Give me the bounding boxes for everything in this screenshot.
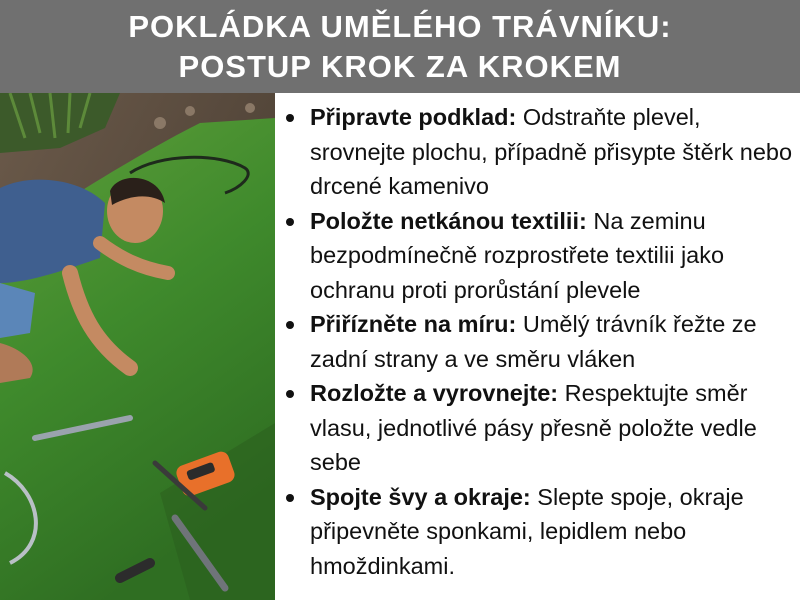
page-title-line-2: POSTUP KROK ZA KROKEM xyxy=(178,48,622,84)
bullet-icon xyxy=(286,218,294,226)
step-text: Respektujte směr vlasu, jednotlivé pásy přesně položte vedle sebe xyxy=(310,380,757,475)
step-text: Odstraňte plevel, srovnejte plochu, případně přisypte štěrk nebo drcené kamenivo xyxy=(310,104,793,199)
step-text: Na zeminu bezpodmínečně rozprostřete textilii jako ochranu proti prorůstání plevele xyxy=(310,207,725,303)
step-title: Přiřízněte na míru: xyxy=(310,311,517,337)
bullet-icon xyxy=(286,494,294,502)
list-item xyxy=(283,376,795,480)
person-laying-artificial-grass-image xyxy=(0,93,275,600)
list-item xyxy=(283,307,795,376)
step-title: Položte netkánou textilii: xyxy=(310,207,587,234)
bullet-icon xyxy=(286,390,294,398)
bullet-icon xyxy=(286,114,294,122)
title-banner xyxy=(0,0,800,93)
list-item xyxy=(283,480,795,584)
list-item xyxy=(283,204,795,308)
bullet-icon xyxy=(286,321,294,329)
installation-steps-list xyxy=(283,100,795,583)
page-title-line-1: POKLÁDKA UMĚLÉHO TRÁVNÍKU: xyxy=(128,8,672,44)
step-title: Rozložte a vyrovnejte: xyxy=(310,380,559,406)
step-text: Slepte spoje, okraje připevněte sponkami, lepidlem nebo hmoždinkami. xyxy=(310,483,744,579)
step-title: Připravte podklad: xyxy=(310,104,517,130)
list-item xyxy=(283,100,795,204)
step-title: Spojte švy a okraje: xyxy=(310,483,531,510)
step-text: Umělý trávník řežte ze zadní strany a ve směru vláken xyxy=(310,311,757,372)
